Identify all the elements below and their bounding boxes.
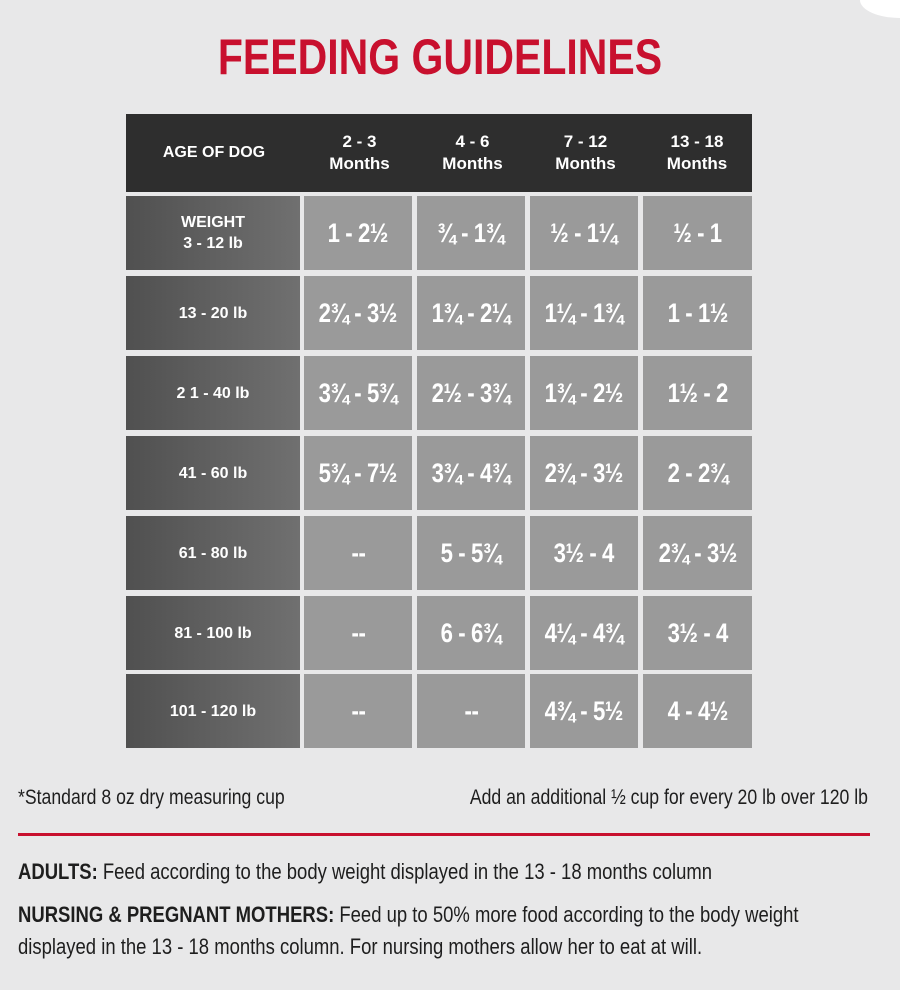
cell-value: -- — [351, 537, 365, 568]
row-label-weight-3-12 — [126, 196, 300, 270]
header-label: 4 - 6 — [455, 132, 490, 151]
cell-value: 2 - 2¾ — [667, 457, 728, 488]
header-label: 13 - 18 — [670, 132, 724, 151]
table-cell — [530, 356, 638, 430]
table-cell — [304, 276, 412, 350]
header-label: 7 - 12 — [563, 132, 608, 151]
page-title: FEEDING GUIDELINES — [217, 29, 663, 85]
cell-value: ½ - 1¼ — [550, 217, 618, 248]
row-label-weight-21-40 — [126, 356, 300, 430]
table-cell — [304, 356, 412, 430]
cell-value: -- — [351, 617, 365, 648]
table-cell — [530, 436, 638, 510]
row-label-weight: 61 - 80 lb — [178, 544, 248, 562]
row-label-weight: 3 - 12 lb — [183, 235, 243, 252]
table-cell — [643, 674, 752, 748]
table-header-row — [126, 114, 752, 192]
cell-value: -- — [351, 695, 365, 726]
cell-value: 6 - 6¾ — [440, 617, 502, 648]
table-cell — [417, 196, 525, 270]
nursing-text-line1: Feed up to 50% more food according to the body weight — [334, 902, 799, 927]
row-label-weight-41-60 — [126, 436, 300, 510]
table-cell — [643, 356, 752, 430]
page-corner — [860, 0, 900, 18]
row-label-weight-101-120 — [126, 674, 300, 748]
cell-value: 2¾ - 3½ — [658, 537, 737, 568]
header-column-2-3-months — [303, 114, 416, 192]
cell-value: 5 - 5¾ — [440, 537, 502, 568]
table-cell — [530, 596, 638, 670]
cell-value: 1 - 1½ — [667, 297, 728, 328]
cell-value: 1 - 2½ — [327, 217, 389, 248]
table-cell — [304, 436, 412, 510]
table-cell — [417, 436, 525, 510]
header-column-13-18-months — [642, 114, 752, 192]
cell-value: 3¾ - 5¾ — [318, 377, 398, 408]
row-label-weight: 101 - 120 lb — [169, 702, 257, 720]
row-label-weight-13-20 — [126, 276, 300, 350]
nursing-note — [18, 899, 799, 931]
cell-value: 4¾ - 5½ — [544, 695, 624, 726]
red-divider — [18, 833, 870, 836]
cell-value: -- — [464, 695, 478, 726]
cell-value: 3½ - 4 — [553, 537, 615, 568]
adults-text: Feed according to the body weight displayed in the 13 - 18 months column — [97, 859, 713, 884]
cell-value: 2¾ - 3½ — [544, 457, 624, 488]
header-column-7-12-months — [529, 114, 642, 192]
header-column-4-6-months — [416, 114, 529, 192]
table-cell — [530, 196, 638, 270]
cell-value: ½ - 1 — [673, 217, 722, 248]
header-age-of-dog: AGE OF DOG — [162, 144, 266, 161]
row-label-weight: 13 - 20 lb — [178, 304, 248, 322]
table-cell — [304, 196, 412, 270]
header-label: Months — [666, 154, 728, 173]
cell-value: 3¾ - 4¾ — [431, 457, 511, 488]
table-cell — [417, 356, 525, 430]
table-cell — [530, 276, 638, 350]
table-cell — [643, 596, 752, 670]
cell-value: 5¾ - 7½ — [318, 457, 398, 488]
nursing-label: NURSING & PREGNANT MOTHERS: — [18, 902, 335, 927]
table-cell — [643, 196, 752, 270]
table-cell — [304, 596, 412, 670]
row-label-weight: 41 - 60 lb — [178, 464, 248, 482]
row-label-weight: 2 1 - 40 lb — [176, 384, 250, 402]
cell-value: ¾ - 1¾ — [437, 217, 505, 248]
adults-label: ADULTS: — [18, 859, 98, 884]
table-cell — [417, 276, 525, 350]
table-cell — [643, 436, 752, 510]
cell-value: 1½ - 2 — [667, 377, 728, 408]
cell-value: 4 - 4½ — [667, 695, 728, 726]
table-cell — [417, 674, 525, 748]
header-label: Months — [442, 154, 503, 173]
table-cell — [304, 674, 412, 748]
row-label-weight: 81 - 100 lb — [174, 624, 252, 642]
cell-value: 4¼ - 4¾ — [544, 617, 624, 648]
adults-note — [18, 856, 712, 888]
cell-value: 2¾ - 3½ — [318, 297, 398, 328]
cell-value: 1¼ - 1¾ — [544, 297, 624, 328]
footnote-additional-cup: Add an additional ½ cup for every 20 lb over 120 lb — [469, 786, 868, 809]
footnote-measuring-cup: *Standard 8 oz dry measuring cup — [18, 786, 285, 809]
nursing-note-continued: displayed in the 13 - 18 months column. For nursing mothers allow her to eat at will. — [18, 934, 703, 959]
cell-value: 3½ - 4 — [667, 617, 728, 648]
table-cell — [530, 516, 638, 590]
row-label-weight-81-100 — [126, 596, 300, 670]
row-label-heading: WEIGHT — [181, 214, 245, 231]
header-label: Months — [329, 154, 390, 173]
table-cell — [304, 516, 412, 590]
table-cell — [417, 596, 525, 670]
table-cell — [417, 516, 525, 590]
cell-value: 1¾ - 2½ — [544, 377, 624, 408]
header-label: 2 - 3 — [342, 132, 377, 151]
cell-value: 1¾ - 2¼ — [431, 297, 511, 328]
header-label: Months — [555, 154, 616, 173]
table-cell — [643, 516, 752, 590]
table-cell — [643, 276, 752, 350]
table-cell — [530, 674, 638, 748]
cell-value: 2½ - 3¾ — [431, 377, 511, 408]
row-label-weight-61-80 — [126, 516, 300, 590]
